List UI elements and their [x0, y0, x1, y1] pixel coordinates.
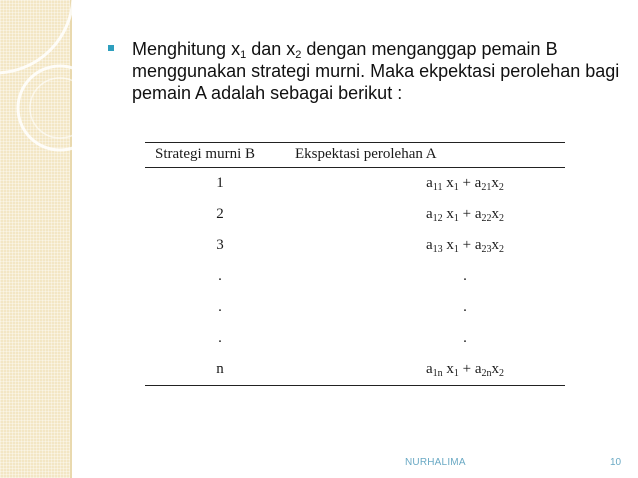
expectation-cell	[295, 230, 565, 261]
expr-sub: 1n	[432, 367, 443, 379]
bullet-text-part: Menghitung x	[132, 39, 241, 59]
table-header-row	[145, 143, 565, 168]
decorative-circles-icon	[0, 0, 120, 200]
bullet-text-part: dan x	[246, 39, 296, 59]
table-row	[145, 261, 565, 292]
strategy-cell: .	[218, 268, 222, 284]
table-row	[145, 354, 565, 386]
expr-sub: 2	[498, 181, 504, 193]
footer-author: NURHALIMA	[405, 457, 466, 468]
strategy-cell: 1	[216, 175, 224, 191]
expr-part: + a	[458, 236, 482, 253]
expr-part: x	[491, 205, 500, 222]
strategy-cell: 2	[216, 206, 224, 222]
header-strategy: Strategi murni B	[145, 143, 295, 168]
expectation-cell	[295, 168, 565, 200]
expr-sub: 12	[432, 212, 443, 224]
table-row	[145, 230, 565, 261]
strategy-cell: .	[218, 330, 222, 346]
expr-part: x	[491, 360, 500, 377]
strategy-cell: n	[145, 354, 295, 386]
table-row	[145, 199, 565, 230]
subscript: 2	[295, 49, 302, 61]
expr-part: a	[425, 236, 433, 253]
expr-part: x	[442, 205, 454, 222]
expectation-cell: .	[463, 268, 467, 284]
expr-sub: 11	[432, 181, 443, 193]
expr-part: a	[425, 205, 433, 222]
square-bullet-icon	[108, 45, 114, 51]
expr-sub: 2n	[481, 367, 492, 379]
expr-sub: 1	[453, 181, 459, 193]
expr-sub: 1	[453, 367, 459, 379]
expr-part: + a	[458, 360, 482, 377]
expr-sub: 21	[481, 181, 492, 193]
expr-sub: 22	[481, 212, 492, 224]
expr-part: x	[491, 236, 500, 253]
expr-part: x	[491, 174, 499, 191]
strategy-table	[145, 142, 565, 386]
expr-part: x	[442, 360, 454, 377]
table-row	[145, 168, 565, 200]
expr-sub: 1	[453, 212, 459, 224]
expr-sub: 1	[453, 243, 459, 255]
expr-part: + a	[458, 174, 482, 191]
expr-part: a	[426, 174, 433, 191]
strategy-cell: 3	[216, 237, 224, 253]
expectation-cell: .	[463, 299, 467, 315]
header-expectation: Ekspektasi perolehan A	[295, 143, 565, 168]
strategy-cell: .	[218, 299, 222, 315]
expr-sub: 2	[499, 367, 505, 379]
expectation-cell	[295, 354, 565, 386]
expr-part: x	[442, 236, 454, 253]
footer-page-number: 10	[610, 457, 622, 468]
bullet-text-part: dengan menganggap pemain B menggunakan strategi murni. Maka ekpektasi perolehan bagi pemain A adalah sebagai berikut :	[132, 39, 620, 103]
expr-sub: 2	[499, 212, 505, 224]
expr-sub: 2	[499, 243, 505, 255]
bullet-text	[132, 38, 628, 104]
table-row	[145, 323, 565, 354]
expr-part: + a	[458, 205, 482, 222]
strategy-table-wrapper	[145, 142, 565, 386]
bullet-paragraph	[108, 38, 628, 104]
expr-sub: 13	[432, 243, 443, 255]
subscript: 1	[240, 49, 247, 61]
expectation-cell: .	[463, 330, 467, 346]
expr-part: x	[442, 174, 454, 191]
expectation-cell	[295, 199, 565, 230]
expr-part: a	[425, 360, 433, 377]
table-row	[145, 292, 565, 323]
expr-sub: 23	[481, 243, 492, 255]
